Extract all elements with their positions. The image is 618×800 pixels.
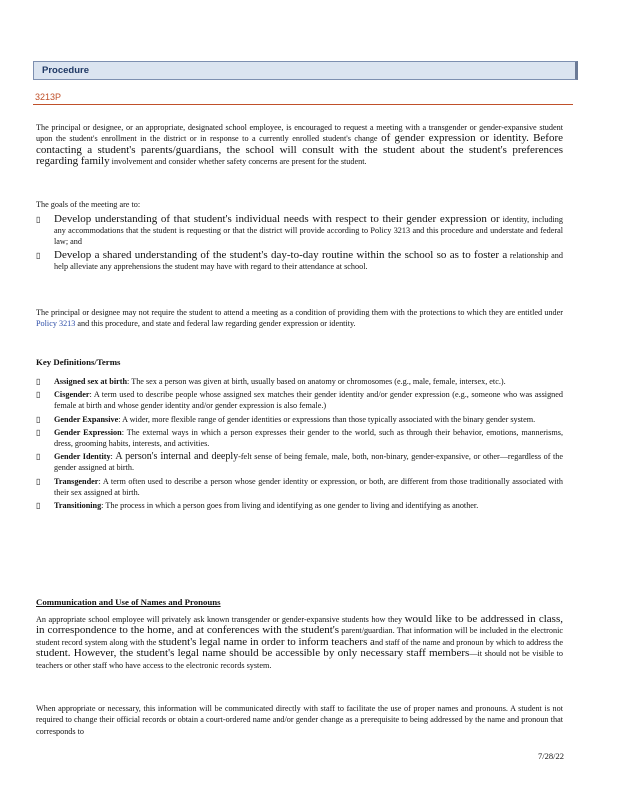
goals-intro: The goals of the meeting are to: [36, 200, 141, 209]
square-bullet-icon: ▯ [36, 215, 41, 224]
square-bullet-icon: ▯ [36, 501, 41, 511]
definition-term: Gender Expansive [54, 414, 119, 424]
definition-term: Gender Expression [54, 427, 122, 437]
intro-paragraph [36, 122, 563, 168]
policy-number: 3213P [35, 92, 62, 102]
definition-text: : A term often used to describe a person whose gender identity or expression, or both, are different from those traditionally associated with their sex assigned at birth. [54, 476, 563, 497]
definition-term: Transitioning [54, 501, 102, 511]
definition-text: : The sex a person was given at birth, usually based on anatomy or chromosomes (e.g., male, female, intersex, etc.). [127, 377, 506, 386]
definition-term: Assigned sex at birth [54, 377, 128, 386]
list-item [36, 476, 563, 498]
comm-text-big: student's legal name in order to inform teachers a [158, 635, 375, 648]
goals-list [36, 214, 563, 274]
section-header-box [33, 61, 578, 80]
goal-lead: Develop a shared understanding of the student's day-to-day routine within the school so as to foster a [54, 248, 508, 261]
definition-term: Transgender [54, 476, 99, 486]
list-item [36, 427, 563, 449]
comm-text-big: would like to be addressed in class, in correspondence to the home, and at conferences with the student's [36, 613, 563, 637]
square-bullet-icon: ▯ [36, 390, 41, 400]
list-item [36, 214, 563, 248]
intro-part3: involvement and consider whether safety concerns are present for the student. [109, 157, 367, 167]
policy-link[interactable]: Policy 3213 [36, 319, 76, 329]
square-bullet-icon: ▯ [36, 250, 41, 260]
goal-rest: relationship and help alleviate any apprehensions the student may have with regard to their attendance at school. [54, 250, 563, 271]
definition-text: : [110, 452, 116, 462]
definition-text: : A wider, more flexible range of gender identities or expressions than those typically associated with the binary gender system. [118, 414, 536, 424]
list-item [36, 389, 563, 411]
intro-part2: of gender expression or identity. Before contacting a student's parents/guardians, the school will consult with the student about the student's preferences regarding family [36, 132, 563, 168]
principal-paragraph [36, 307, 563, 330]
definition-text: : The process in which a person goes from living and identifying as one gender to living and identifying as another. [101, 501, 479, 511]
communication-paragraph-1 [36, 614, 563, 671]
goal-rest: identity, including any accommodations that the student is requesting or that the district will provide according to Policy 3213 and this procedure and understate and federal law; and [54, 215, 563, 247]
square-bullet-icon: ▯ [36, 476, 41, 486]
footer-date: 7/28/22 [538, 751, 564, 761]
comm-text: —it should not be visible to teachers or other staff who have access to the electronic records system. [36, 649, 563, 670]
communication-paragraph-2: When appropriate or necessary, this information will be communicated directly with staff to facilitate the use of proper names and pronouns. A student is not required to change their official records or obtain a court-ordered name and/or gender change as a prerequisite to being addressed by the name and pronoun that corresponds to [36, 704, 563, 736]
list-item [36, 451, 563, 473]
goal-lead: Develop understanding of that student's individual needs with respect to their gender expression or [54, 213, 500, 225]
comm-text: nd staff of the name and pronoun by which to address the [374, 637, 563, 647]
principal-part1: The principal or designee may not require the student to attend a meeting as a condition of providing them with the protections to which they are entitled under [36, 308, 563, 317]
list-item [36, 414, 563, 425]
square-bullet-icon: ▯ [36, 452, 41, 462]
section-label: Procedure [42, 65, 89, 76]
definitions-list [36, 376, 563, 513]
header-divider [33, 104, 573, 105]
comm-text: An appropriate school employee will privately ask known transgender or gender-expansive students how they [36, 615, 405, 624]
definition-term: Gender Identity [54, 452, 111, 462]
definitions-heading: Key Definitions/Terms [36, 357, 121, 367]
definition-text: : A term used to describe people whose assigned sex matches their gender identity and/or gender expression (e.g., someone who was assigned female at birth and whose gender identity and/or gender expression is also female.) [54, 390, 563, 411]
square-bullet-icon: ▯ [36, 427, 41, 437]
definition-text-rest: -felt sense of being female, male, both, non-binary, gender-expansive, or other—regardless of the gender assigned at birth. [54, 452, 563, 473]
definition-term: Cisgender [54, 390, 90, 400]
communication-heading: Communication and Use of Names and Pronouns [36, 597, 221, 607]
principal-part2: and this procedure, and state and federal law regarding gender expression or identity. [75, 319, 356, 329]
comm-text: parent/guardian. That information will be included in the electronic student record system along with the [36, 626, 563, 647]
comm-text-big: student. However, the student's legal name should be accessible by only necessary staff members [36, 647, 470, 660]
intro-part1: The principal or designee, or an appropriate, designated school employee, is encouraged to request a meeting with a transgender or gender-expansive student upon the student's enrollment in the district or in response to a currently enrolled student's change [36, 123, 563, 144]
square-bullet-icon: ▯ [36, 377, 41, 386]
square-bullet-icon: ▯ [36, 414, 41, 424]
definition-text-big: A person's internal and deeply [115, 451, 239, 463]
definition-text: : The external ways in which a person expresses their gender to the world, such as through their behavior, emotions, mannerisms, dress, grooming habits, interests, and activities. [54, 427, 563, 449]
list-item [36, 500, 563, 511]
list-item [36, 250, 563, 272]
list-item [36, 376, 563, 387]
